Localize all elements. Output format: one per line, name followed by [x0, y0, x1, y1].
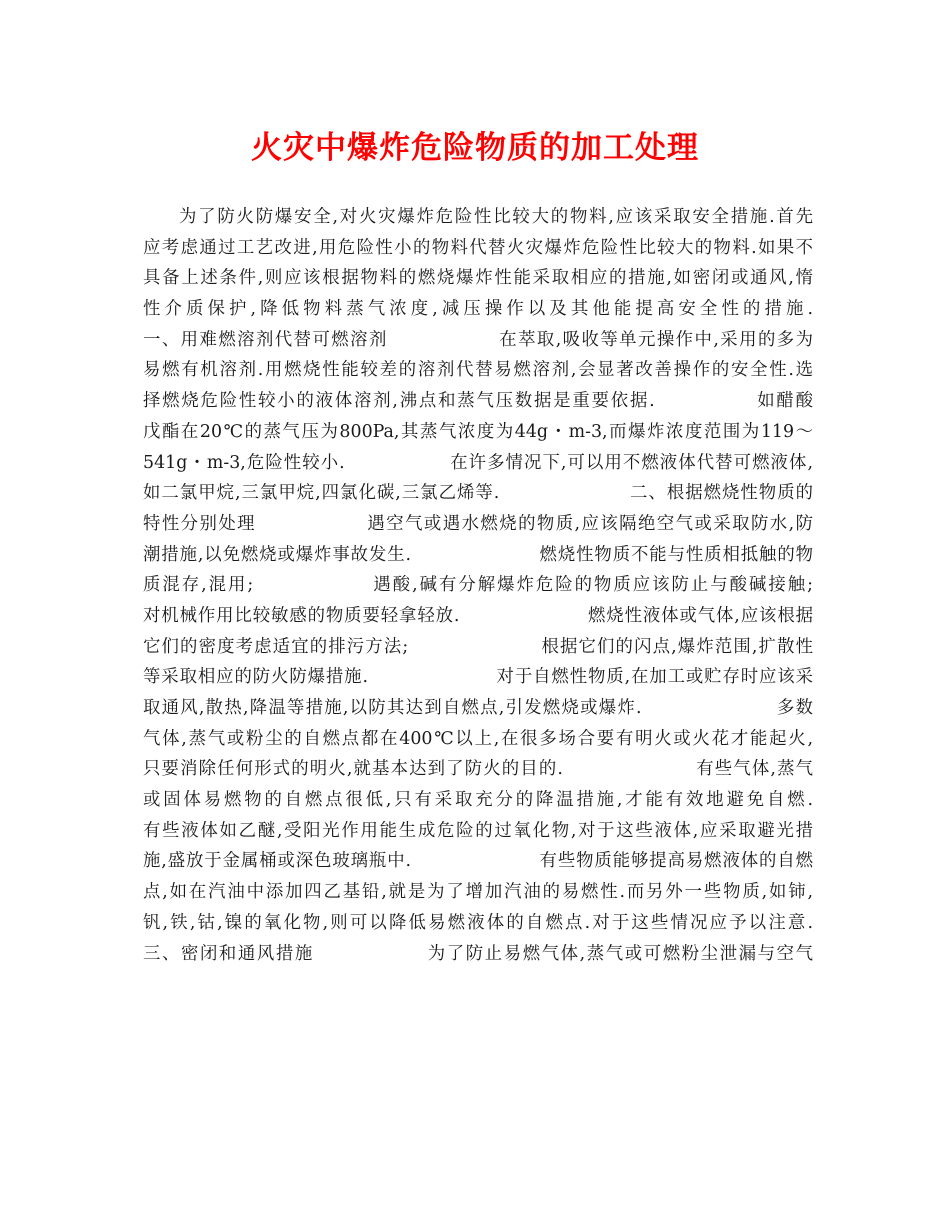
- body-line: 541g・m-3,危险性较小. 在许多情况下,可以用不燃液体代替可燃液体,: [143, 452, 813, 473]
- body-line: 三、密闭和通风措施 为了防止易燃气体,蒸气或可燃粉尘泄漏与空气: [143, 943, 813, 964]
- body-line: 对机械作用比较敏感的物质要轻拿轻放. 燃烧性液体或气体,应该根据: [143, 605, 813, 626]
- body-line: 为了防火防爆安全,对火灾爆炸危险性比较大的物料,应该采取安全措施.首先: [179, 207, 813, 227]
- body-line: 点,如在汽油中添加四乙基铅,就是为了增加汽油的易燃性.而另外一些物质,如铈,: [143, 882, 813, 903]
- body-line: 取通风,散热,降温等措施,以防其达到自燃点,引发燃烧或爆炸. 多数: [143, 698, 813, 718]
- body-line: 择燃烧危险性较小的液体溶剂,沸点和蒸气压数据是重要依据. 如醋酸: [143, 391, 813, 412]
- body-line: 质混存,混用; 遇酸,碱有分解爆炸危险的物质应该防止与酸碱接触;: [143, 575, 813, 596]
- body-line: 易燃有机溶剂.用燃烧性能较差的溶剂代替易燃溶剂,会显著改善操作的安全性.选: [143, 360, 813, 381]
- body-line: 一、用难燃溶剂代替可燃溶剂 在萃取,吸收等单元操作中,采用的多为: [143, 329, 813, 350]
- body-line: 有些液体如乙醚,受阳光作用能生成危险的过氧化物,对于这些液体,应采取避光措: [143, 820, 813, 841]
- document-body: [143, 202, 813, 969]
- body-line: 钒,铁,钴,镍的氧化物,则可以降低易燃液体的自燃点.对于这些情况应予以注意.: [143, 912, 813, 933]
- body-line: 施,盛放于金属桶或深色玻璃瓶中. 有些物质能够提高易燃液体的自燃: [143, 851, 813, 872]
- body-line: 具备上述条件,则应该根据物料的燃烧爆炸性能采取相应的措施,如密闭或通风,惰: [143, 268, 813, 289]
- body-line: 它们的密度考虑适宜的排污方法; 根据它们的闪点,爆炸范围,扩散性: [143, 636, 813, 657]
- body-line: 特性分别处理 遇空气或遇水燃烧的物质,应该隔绝空气或采取防水,防: [143, 513, 813, 534]
- body-line: 潮措施,以免燃烧或爆炸事故发生. 燃烧性物质不能与性质相抵触的物: [143, 544, 813, 565]
- body-line: 应考虑通过工艺改进,用危险性小的物料代替火灾爆炸危险性比较大的物料.如果不: [143, 237, 813, 258]
- body-line: 或固体易燃物的自燃点很低,只有采取充分的降温措施,才能有效地避免自燃.: [143, 790, 813, 811]
- body-line: 气体,蒸气或粉尘的自燃点都在400℃以上,在很多场合要有明火或火花才能起火,: [143, 728, 813, 749]
- body-line: 等采取相应的防火防爆措施. 对于自燃性物质,在加工或贮存时应该采: [143, 667, 813, 688]
- body-line: 戊酯在20℃的蒸气压为800Pa,其蒸气浓度为44g・m-3,而爆炸浓度范围为119～: [143, 421, 813, 442]
- body-line: 只要消除任何形式的明火,就基本达到了防火的目的. 有些气体,蒸气: [143, 759, 813, 780]
- body-line: 如二氯甲烷,三氯甲烷,四氯化碳,三氯乙烯等. 二、根据燃烧性物质的: [143, 483, 813, 504]
- document-title: 火灾中爆炸危险物质的加工处理: [251, 130, 699, 166]
- body-line: 性介质保护,降低物料蒸气浓度,减压操作以及其他能提高安全性的措施.: [143, 299, 813, 320]
